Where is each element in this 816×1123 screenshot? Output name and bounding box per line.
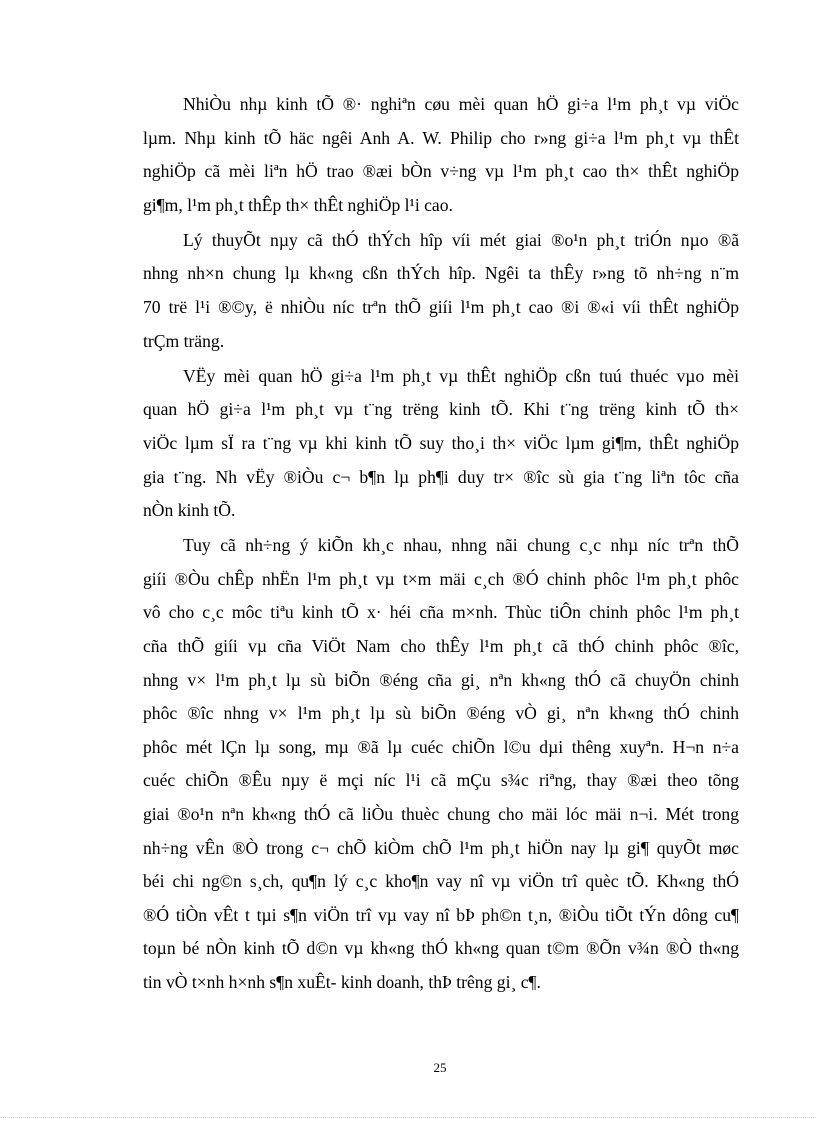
text-line: nh÷ng vÊn ®Ò trong c¬ chÕ kiÒm chÕ l¹m ph¸t hiÖn nay lµ gi¶ quyÕt møc (143, 837, 739, 858)
text-line: trÇm träng. (143, 330, 225, 351)
paragraph (143, 224, 739, 360)
text-line: NhiÒu nhµ kinh tÕ ®· nghiªn cøu mèi quan hÖ gi÷a l¹m ph¸t vµ viÖc (183, 94, 739, 114)
text-line: cña thÕ giíi vµ cña ViÖt Nam cho thÊy l¹m ph¸t cã thÓ chinh phôc ®îc, (143, 636, 739, 656)
text-line: vô cho c¸c môc tiªu kinh tÕ x· héi cña m×nh. Thùc tiÔn chinh phôc l¹m ph¸t (143, 602, 739, 623)
text-line: nghiÖp cã mèi liªn hÖ trao ®æi bÒn v÷ng vµ l¹m ph¸t cao th× thÊt nghiÖp (143, 161, 739, 182)
paragraph (143, 88, 739, 224)
text-line: giai ®o¹n nªn kh«ng thÓ cã liÒu thuèc chung cho mäi lóc mäi n¬i. Mét trong (143, 803, 739, 824)
text-line: ®Ó tiÒn vÊt t tµi s¶n viÖn trî vµ vay nî bÞ ph©n t¸n, ®iÒu tiÕt tÝn dông cu¶ (143, 904, 739, 925)
text-line: béi chi ng©n s¸ch, qu¶n lý c¸c kho¶n vay nî vµ viÖn trî quèc tÕ. Kh«ng thÓ (143, 871, 739, 892)
text-line: Lý thuyÕt nµy cã thÓ thÝch hîp víi mét giai ®o¹n ph¸t triÓn nµo ®ã (183, 229, 739, 250)
text-line: nhng nh×n chung lµ kh«ng cßn thÝch hîp. Ngêi ta thÊy r»ng tõ nh÷ng n¨m (143, 263, 739, 284)
page-number: 25 (433, 1060, 447, 1075)
text-line: gia t¨ng. Nh vËy ®iÒu c¬ b¶n lµ ph¶i duy tr× ®îc sù gia t¨ng liªn tôc cña (143, 466, 739, 487)
text-line: VËy mèi quan hÖ gi÷a l¹m ph¸t vµ thÊt nghiÖp cßn tuú thuéc vµo mèi (183, 365, 739, 386)
text-line: toµn bé nÒn kinh tÕ d©n vµ kh«ng thÓ kh«ng quan t©m ®Õn v¾n ®Ò th«ng (143, 938, 739, 959)
text-line: cuéc chiÕn ®Êu nµy ë mçi níc l¹i cã mÇu s¾c riªng, thay ®æi theo tõng (143, 770, 739, 791)
paragraph (143, 360, 739, 529)
paragraph (143, 529, 739, 999)
text-line: gi¶m, l¹m ph¸t thÊp th× thÊt nghiÖp l¹i cao. (143, 194, 453, 215)
text-line: phôc mét lÇn lµ song, mµ ®ã lµ cuéc chiÕn l©u dµi thêng xuyªn. H¬n n÷a (143, 736, 739, 757)
text-line: 70 trë l¹i ®©y, ë nhiÒu níc trªn thÕ giíi l¹m ph¸t cao ®i ®«i víi thÊt nghiÖp (143, 297, 739, 318)
page-bottom-rule (0, 1117, 816, 1118)
body-text (143, 88, 739, 1000)
text-line: giíi ®Òu chÊp nhËn l¹m ph¸t vµ t×m mäi c¸ch ®Ó chinh phôc l¹m ph¸t phôc (143, 568, 739, 589)
text-line: phôc ®îc nhng v× l¹m ph¸t lµ sù biÕn ®éng vÒ gi¸ nªn kh«ng thÓ chinh (143, 703, 739, 724)
text-line: viÖc lµm sÏ ra t¨ng vµ khi kinh tÕ suy tho¸i th× viÖc lµm gi¶m, thÊt nghiÖp (143, 432, 739, 453)
text-line: nhng v× l¹m ph¸t lµ sù biÕn ®éng cña gi¸ nªn kh«ng thÓ cã chuyÖn chinh (143, 669, 739, 690)
text-line: Tuy cã nh÷ng ý kiÕn kh¸c nhau, nhng nãi chung c¸c nhµ níc trªn thÕ (183, 535, 739, 556)
text-line: tin vÒ t×nh h×nh s¶n xuÊt- kinh doanh, thÞ trêng gi¸ c¶. (143, 971, 541, 992)
text-line: lµm. Nhµ kinh tÕ häc ngêi Anh A. W. Philip cho r»ng gi÷a l¹m ph¸t vµ thÊt (143, 127, 739, 148)
text-line: quan hÖ gi÷a l¹m ph¸t vµ t¨ng trëng kinh tÕ. Khi t¨ng trëng kinh tÕ th× (143, 399, 739, 420)
text-line: nÒn kinh tÕ. (143, 500, 236, 521)
